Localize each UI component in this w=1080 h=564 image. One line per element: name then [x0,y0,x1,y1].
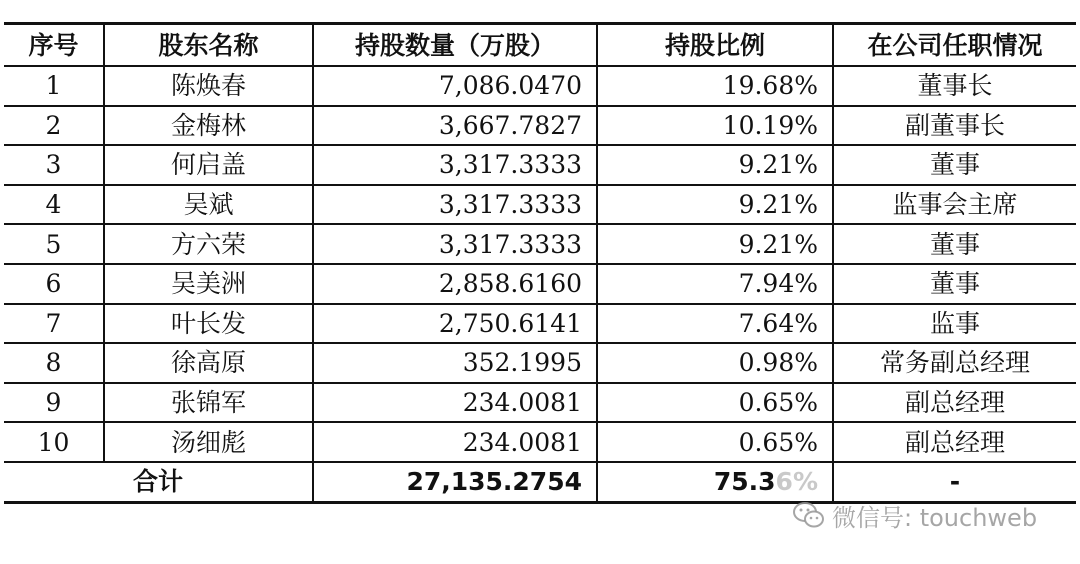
header-share-ratio: 持股比例 [597,24,833,67]
table-row [4,343,1076,383]
total-label: 合计 [4,462,313,502]
cell-share-ratio: 7.94% [597,264,833,304]
cell-shareholder-name: 张锦军 [104,383,313,423]
table-header-row [4,24,1076,67]
table-row [4,185,1076,225]
cell-share-count: 2,858.6160 [313,264,597,304]
header-shareholder-name: 股东名称 [104,24,313,67]
cell-shareholder-name: 吴斌 [104,185,313,225]
cell-share-count: 3,317.3333 [313,145,597,185]
cell-position: 常务副总经理 [833,343,1076,383]
header-share-count: 持股数量（万股） [313,24,597,67]
cell-shareholder-name: 汤细彪 [104,422,313,462]
cell-position: 董事 [833,264,1076,304]
cell-shareholder-name: 何启盖 [104,145,313,185]
wechat-icon [792,500,826,530]
cell-index: 10 [4,422,104,462]
cell-share-count: 2,750.6141 [313,304,597,344]
cell-share-count: 7,086.0470 [313,66,597,106]
cell-share-ratio: 9.21% [597,185,833,225]
cell-shareholder-name: 徐高原 [104,343,313,383]
cell-position: 副总经理 [833,422,1076,462]
cell-share-ratio: 0.65% [597,383,833,423]
cell-share-count: 352.1995 [313,343,597,383]
cell-position: 董事长 [833,66,1076,106]
cell-share-count: 3,317.3333 [313,185,597,225]
cell-share-ratio: 0.65% [597,422,833,462]
total-row [4,462,1076,502]
cell-position: 监事 [833,304,1076,344]
cell-index: 4 [4,185,104,225]
table-row [4,264,1076,304]
total-position: - [833,462,1076,502]
cell-shareholder-name: 金梅林 [104,106,313,146]
watermark-text: 微信号: touchweb [832,503,1038,532]
cell-index: 3 [4,145,104,185]
cell-index: 1 [4,66,104,106]
shareholder-table [4,22,1076,504]
cell-position: 副总经理 [833,383,1076,423]
table-row [4,422,1076,462]
cell-index: 6 [4,264,104,304]
cell-share-ratio: 10.19% [597,106,833,146]
cell-shareholder-name: 陈焕春 [104,66,313,106]
total-ratio-visible: 75.3 [713,467,776,497]
cell-position: 副董事长 [833,106,1076,146]
cell-index: 2 [4,106,104,146]
cell-share-count: 234.0081 [313,422,597,462]
cell-position: 董事 [833,145,1076,185]
table-row [4,304,1076,344]
cell-shareholder-name: 方六荣 [104,224,313,264]
cell-position: 董事 [833,224,1076,264]
cell-share-ratio: 9.21% [597,224,833,264]
cell-share-count: 3,667.7827 [313,106,597,146]
cell-position: 监事会主席 [833,185,1076,225]
cell-share-count: 3,317.3333 [313,224,597,264]
cell-share-ratio: 7.64% [597,304,833,344]
total-ratio [597,462,833,502]
cell-shareholder-name: 吴美洲 [104,264,313,304]
cell-share-ratio: 0.98% [597,343,833,383]
table-row [4,66,1076,106]
cell-share-ratio: 19.68% [597,66,833,106]
table-row [4,383,1076,423]
cell-share-count: 234.0081 [313,383,597,423]
header-index: 序号 [4,24,104,67]
cell-index: 8 [4,343,104,383]
table-row [4,106,1076,146]
table-body [4,66,1076,462]
cell-index: 9 [4,383,104,423]
cell-shareholder-name: 叶长发 [104,304,313,344]
cell-index: 7 [4,304,104,344]
table-row [4,145,1076,185]
total-ratio-covered: 6% [775,467,818,497]
total-shares: 27,135.2754 [313,462,597,502]
header-position: 在公司任职情况 [833,24,1076,67]
table-row [4,224,1076,264]
cell-share-ratio: 9.21% [597,145,833,185]
cell-index: 5 [4,224,104,264]
